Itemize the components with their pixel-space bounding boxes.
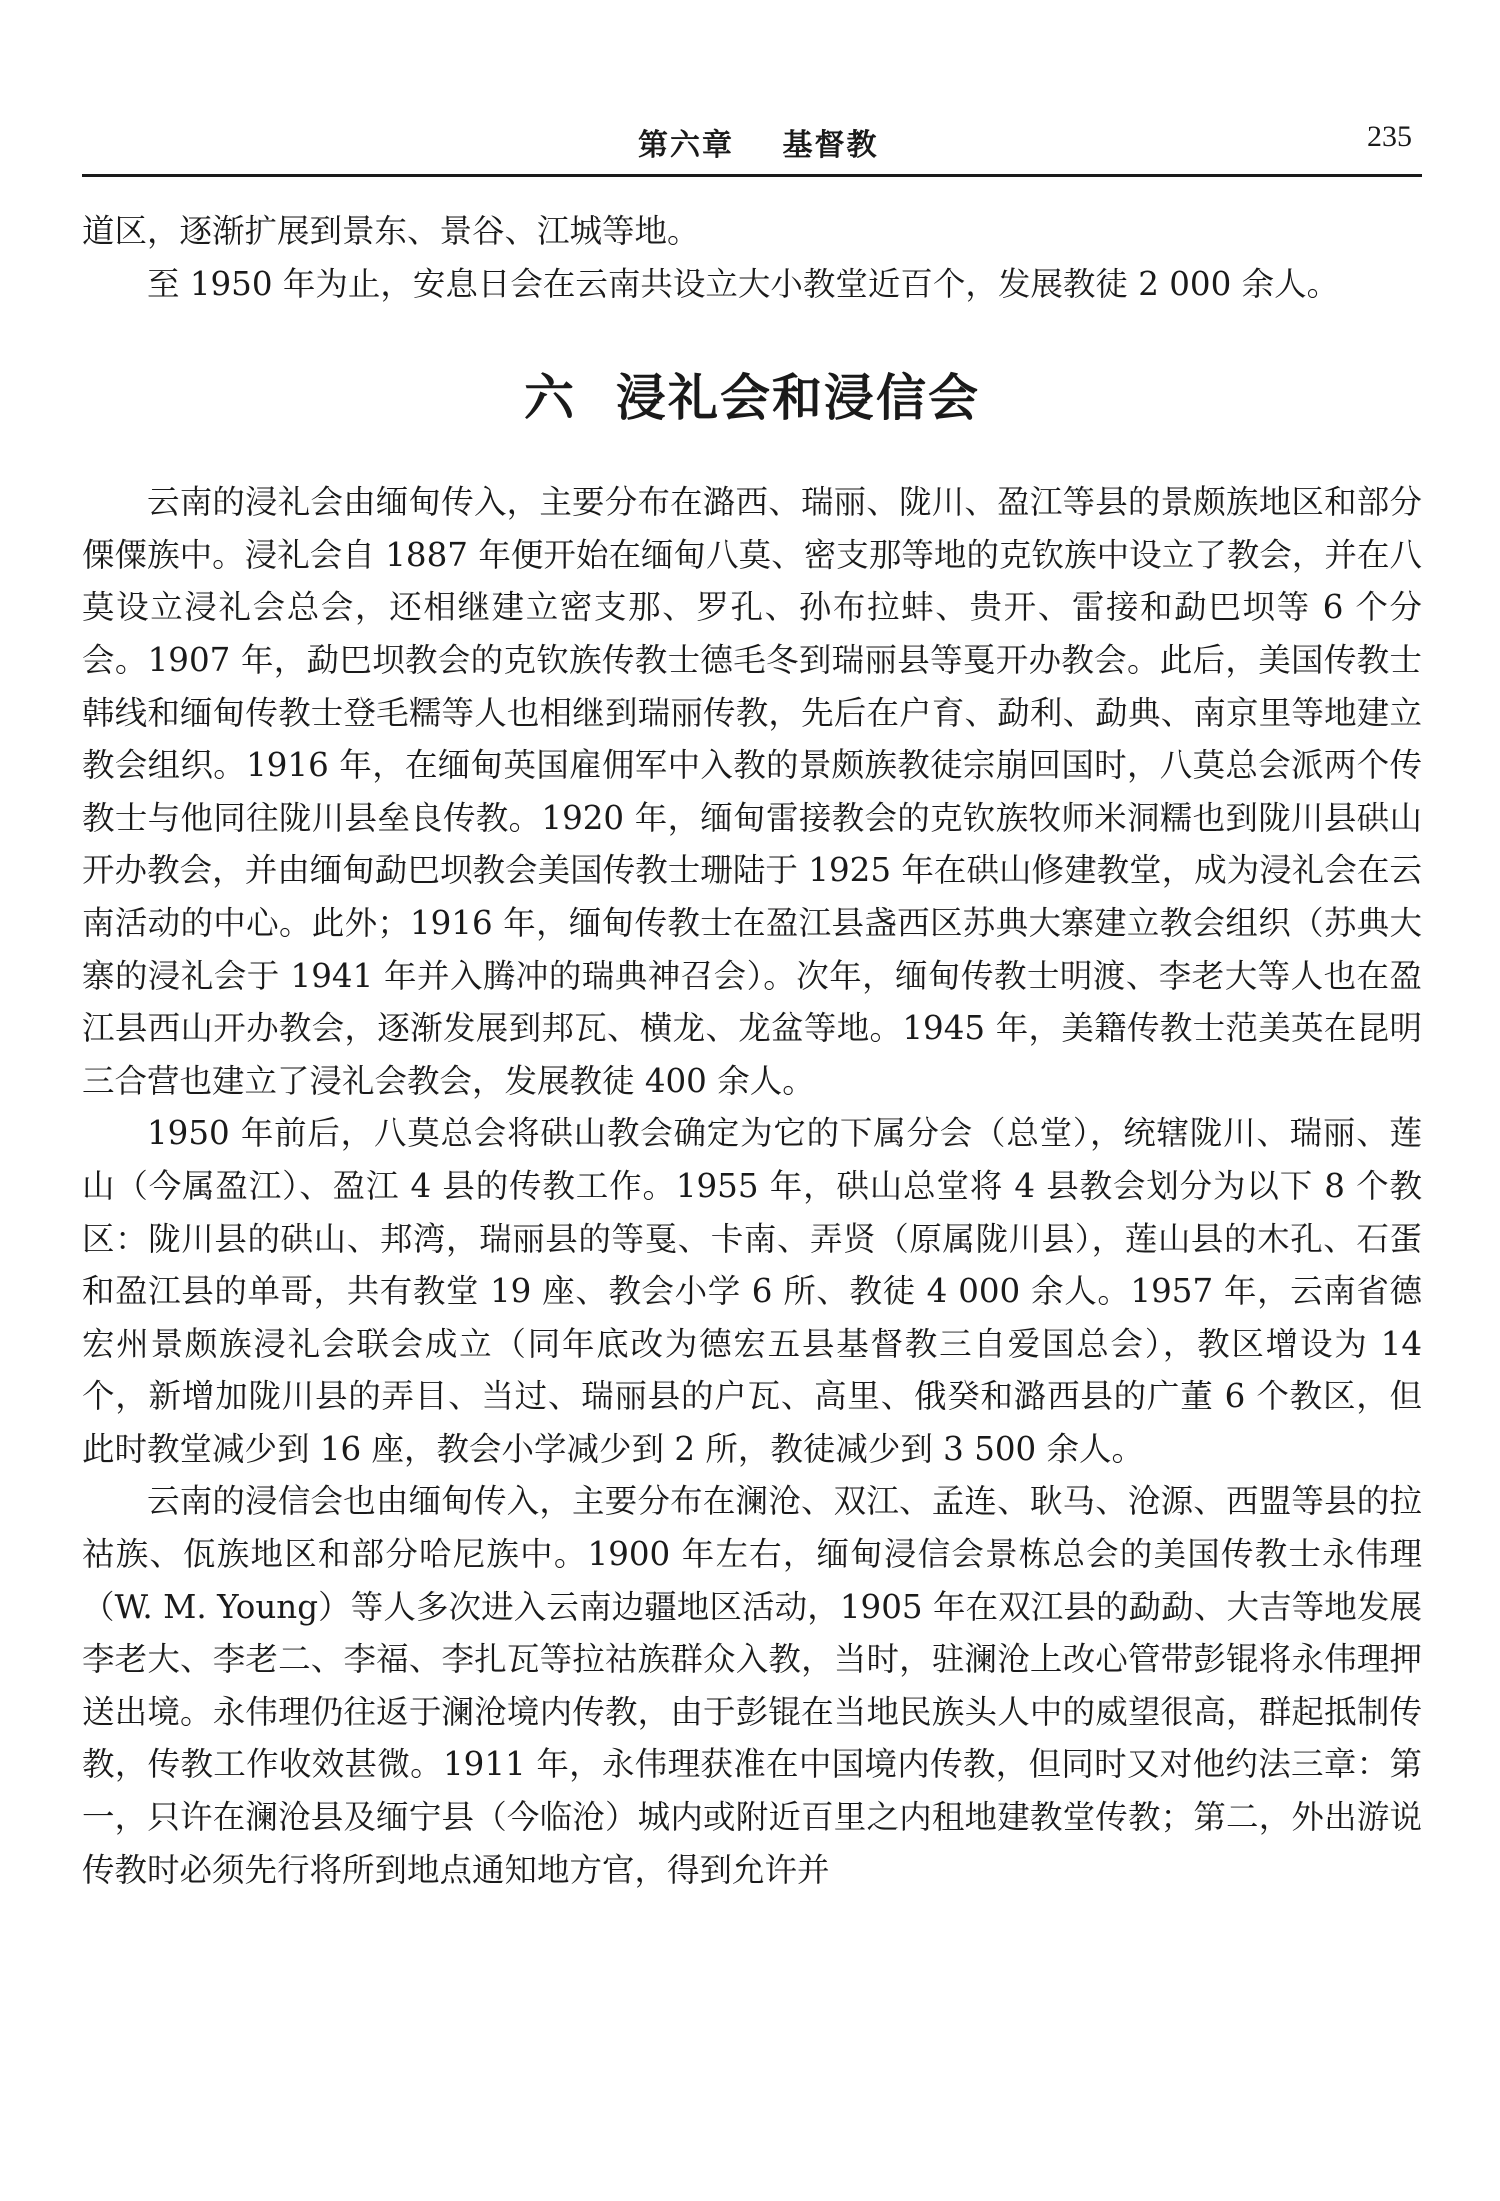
- running-header: [82, 112, 1422, 176]
- section-number: 六: [524, 369, 576, 428]
- section-title: 浸礼会和浸信会: [616, 369, 980, 428]
- paragraph: 至 1950 年为止，安息日会在云南共设立大小教堂近百个，发展教徒 2 000 余人。: [147, 264, 1340, 303]
- page-body: [82, 205, 1422, 1896]
- section-heading: [82, 310, 1422, 476]
- chapter-topic: 基督教: [782, 128, 879, 163]
- page-number: 235: [1367, 120, 1412, 153]
- paragraph: 1950 年前后，八莫总会将硔山教会确定为它的下属分会（总堂），统辖陇川、瑞丽、莲山（今属盈江）、盈江 4 县的传教工作。1955 年，硔山总堂将 4 县教会划分为以下 8 个教区：陇川县的硔山、邦湾，瑞丽县的等戛、卡南、弄贤（原属陇川县），莲山县的木孔、石蛋和盈江县的单哥，共有教堂 19 座、教会小学 6 所、教徒 4 000 余人。1957 年，云南省德宏州景颇族浸礼会联会成立（同年底改为德宏五县基督教三自爱国总会），教区增设为 14 个，新增加陇川县的弄目、当过、瑞丽县的户瓦、高里、俄癸和潞西县的广董 6 个教区，但此时教堂减少到 16 座，教会小学减少到 2 所，教徒减少到 3 500 余人。: [82, 1114, 1422, 1468]
- chapter-label: 第六章: [638, 128, 734, 163]
- continued-paragraph: 道区，逐渐扩展到景东、景谷、江城等地。: [82, 212, 700, 250]
- header-divider: [82, 174, 1422, 177]
- header-title: [638, 120, 878, 164]
- paragraph: 云南的浸礼会由缅甸传入，主要分布在潞西、瑞丽、陇川、盈江等县的景颇族地区和部分傈僳族中。浸礼会自 1887 年便开始在缅甸八莫、密支那等地的克钦族中设立了教会，并在八莫设立浸礼会总会，还相继建立密支那、罗孔、孙布拉蚌、贵开、雷接和勐巴坝等 6 个分会。1907 年，勐巴坝教会的克钦族传教士德毛冬到瑞丽县等戛开办教会。此后，美国传教士韩线和缅甸传教士登毛糯等人也相继到瑞丽传教，先后在户育、勐利、勐典、南京里等地建立教会组织。1916 年，在缅甸英国雇佣军中入教的景颇族教徒宗崩回国时，八莫总会派两个传教士与他同往陇川县垒良传教。1920 年，缅甸雷接教会的克钦族牧师米洞糯也到陇川县硔山开办教会，并由缅甸勐巴坝教会美国传教士珊陆于 1925 年在硔山修建教堂，成为浸礼会在云南活动的中心。此外；1916 年，缅甸传教士在盈江县盏西区苏典大寨建立教会组织（苏典大寨的浸礼会于 1941 年并入腾冲的瑞典神召会）。次年，缅甸传教士明渡、李老大等人也在盈江县西山开办教会，逐渐发展到邦瓦、横龙、龙盆等地。1945 年，美籍传教士范美英在昆明三合营也建立了浸礼会教会，发展教徒 400 余人。: [82, 483, 1422, 1100]
- paragraph: 云南的浸信会也由缅甸传入，主要分布在澜沧、双江、孟连、耿马、沧源、西盟等县的拉祜族、佤族地区和部分哈尼族中。1900 年左右，缅甸浸信会景栋总会的美国传教士永伟理（W. M. Young）等人多次进入云南边疆地区活动，1905 年在双江县的勐勐、大吉等地发展李老大、李老二、李福、李扎瓦等拉祜族群众入教，当时，驻澜沧上改心管带彭锟将永伟理押送出境。永伟理仍往返于澜沧境内传教，由于彭锟在当地民族头人中的威望很高，群起抵制传教，传教工作收效甚微。1911 年，永伟理获准在中国境内传教，但同时又对他约法三章：第一，只许在澜沧县及缅宁县（今临沧）城内或附近百里之内租地建教堂传教；第二，外出游说传教时必须先行将所到地点通知地方官，得到允许并: [82, 1482, 1422, 1889]
